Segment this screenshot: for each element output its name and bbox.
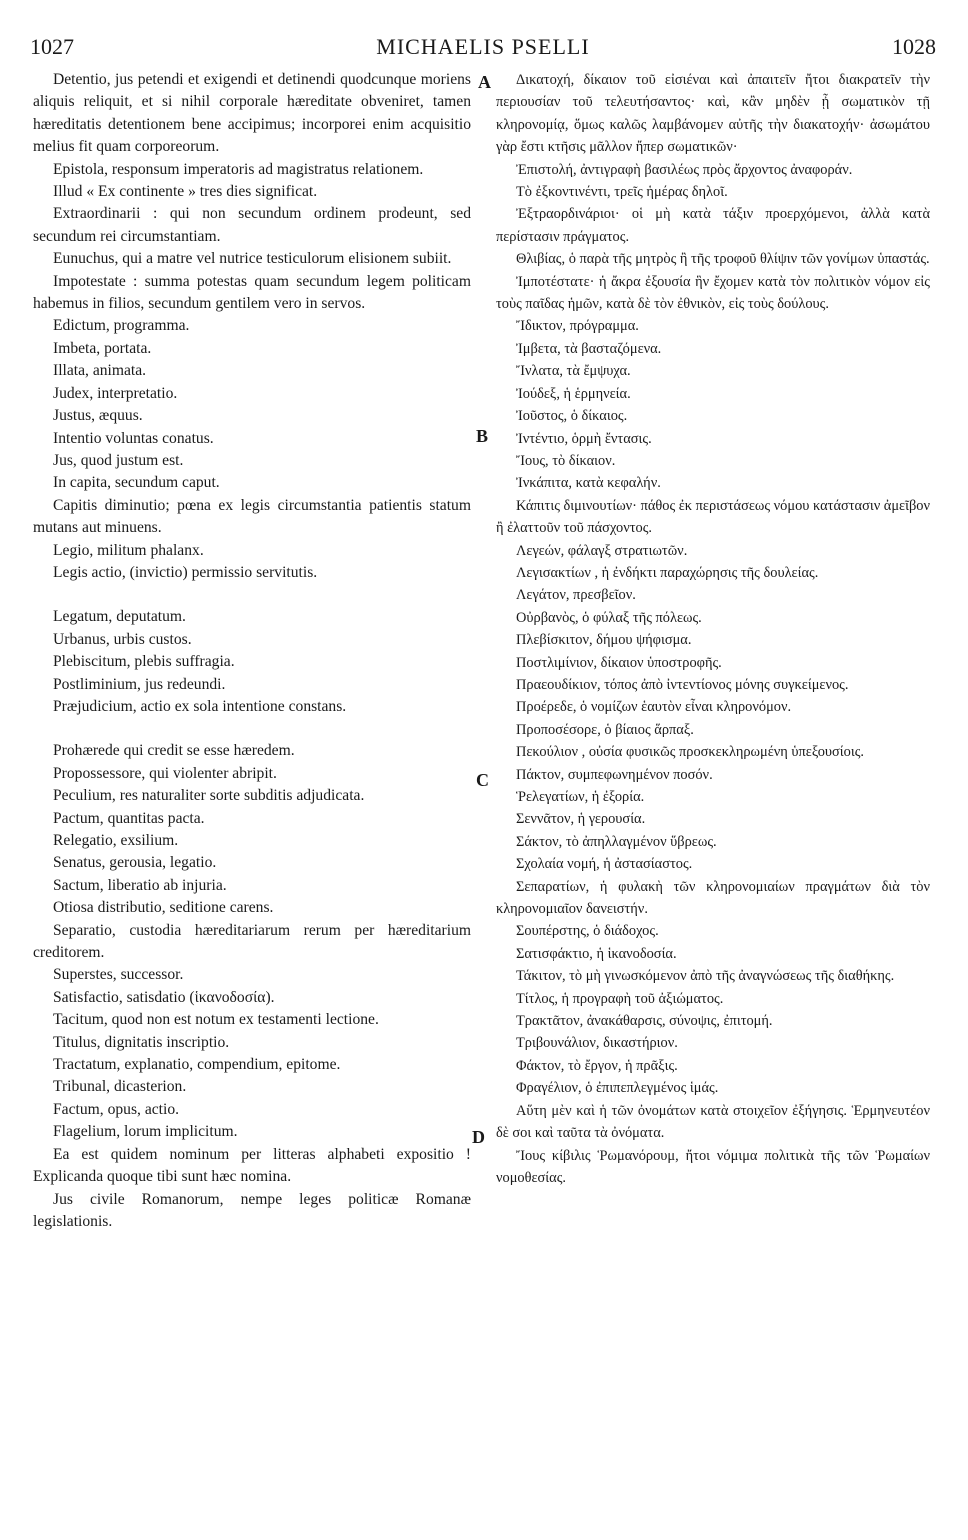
- glossary-entry: Legis actio, (invictio) permissio servitutis.: [53, 563, 318, 581]
- glossary-entry: Postliminium, jus redeundi.: [53, 675, 226, 693]
- glossary-entry: Jus, quod justum est.: [53, 451, 184, 469]
- glossary-entry: Πλεβίσκιτον, δήμου ψήφισμα.: [516, 632, 692, 649]
- glossary-entry: Intentio voluntas conatus.: [53, 429, 214, 447]
- glossary-entry: Superstes, successor.: [53, 966, 184, 984]
- glossary-entry: Αὕτη μὲν καὶ ἡ τῶν ὀνομάτων κατὰ στοιχεῖον ἐξήγησις. Ἑρμηνευτέον δὲ σοι καὶ ταῦτα τὰ ὀνόματα.: [496, 1102, 930, 1142]
- greek-column: [496, 69, 930, 1189]
- glossary-entry: Impotestate : summa potestas quam secundum legem politicam habemus in filios, secundum gentilem vero in servos.: [33, 272, 471, 313]
- glossary-entry: Ἰντέντιο, ὁρμὴ ἔντασις.: [516, 430, 652, 447]
- glossary-entry: Σεπαρατίων, ἡ φυλακὴ τῶν κληρονομιαίων πραγμάτων διὰ τὸν κληρονομιαῖον δανειστήν.: [496, 878, 930, 918]
- glossary-entry: Peculium, res naturaliter sorte subditis adjudicata.: [53, 787, 365, 805]
- glossary-entry: Senatus, gerousia, legatio.: [53, 854, 217, 872]
- glossary-entry: Epistola, responsum imperatoris ad magistratus relationem.: [53, 160, 424, 178]
- glossary-entry: Τριβουνάλιον, δικαστήριον.: [516, 1035, 678, 1052]
- glossary-entry: Κάπιτις διμινουτίων· πάθος ἐκ περιστάσεως νόμου κατάστασιν ἀμεῖβον ἢ ἐλαττοῦν τοῦ πάσχοντος.: [496, 497, 930, 537]
- glossary-entry: Σατισφάκτιο, ἡ ἱκανοδοσία.: [516, 945, 677, 962]
- glossary-entry: Legatum, deputatum.: [53, 608, 186, 626]
- glossary-entry: Tacitum, quod non est notum ex testamenti lectione.: [53, 1011, 379, 1029]
- glossary-entry: Ἐπιστολή, ἀντιγραφὴ βασιλέως πρὸς ἄρχοντος ἀναφοράν.: [516, 161, 853, 178]
- glossary-entry: Illud « Ex continente » tres dies significat.: [53, 183, 318, 201]
- glossary-entry: Edictum, programma.: [53, 317, 190, 335]
- glossary-entry: Ποστλιμίνιον, δίκαιον ὑποστροφῆς.: [516, 654, 722, 671]
- glossary-entry: Separatio, custodia hæreditariarum rerum per hæreditarium creditorem.: [33, 921, 471, 962]
- glossary-entry: Relegatio, exsilium.: [53, 832, 179, 849]
- glossary-entry: Ἰούδεξ, ἡ ἑρμηνεία.: [516, 385, 631, 402]
- latin-column: [33, 69, 471, 1233]
- glossary-entry: Satisfactio, satisdatio (ἱκανοδοσία).: [53, 988, 275, 1006]
- glossary-entry: Tribunal, dicasterion.: [53, 1078, 187, 1096]
- glossary-entry: Judex, interpretatio.: [53, 384, 178, 402]
- glossary-entry: Factum, opus, actio.: [53, 1100, 180, 1118]
- glossary-entry: Ἰμποτέστατε· ἡ ἄκρα ἐξουσία ἣν ἔχομεν κατὰ τὸν πολιτικὸν νόμον εἰς τοὺς παῖδας ἡμῶν, κατὰ δὲ τὸν ἐθνικὸν, εἰς τοὺς δούλους.: [496, 273, 930, 313]
- glossary-entry: Otiosa distributio, seditione carens.: [53, 899, 274, 917]
- glossary-entry: Pactum, quantitas pacta.: [53, 809, 205, 827]
- page-number-right: 1028: [892, 34, 936, 59]
- glossary-entry: Capitis diminutio; pœna ex legis circumstantia patientis statum mutans aut minuens.: [33, 496, 471, 537]
- glossary-entry: Urbanus, urbis custos.: [53, 630, 192, 648]
- glossary-entry: Præjudicium, actio ex sola intentione constans.: [53, 697, 347, 715]
- glossary-entry: Τρακτᾶτον, ἀνακάθαρσις, σύνοψις, ἐπιτομή.: [516, 1013, 773, 1030]
- glossary-entry: Sactum, liberatio ab injuria.: [53, 876, 227, 894]
- glossary-entry: Prohærede qui credit se esse hæredem.: [53, 742, 295, 760]
- section-marker-a: A: [478, 72, 491, 92]
- glossary-entry: Detentio, jus petendi et exigendi et detinendi quodcunque moriens aliquis reliquit, et si nihil corporale hæreditate obveniret, tamen hæreditatis detentionem bene accipimus; incorporei enim acquisitio melius fit quam corporeorum.: [33, 71, 471, 156]
- glossary-entry: Ea est quidem nominum per litteras alphabeti expositio ! Explicanda quoque tibi sunt hæc nomina.: [33, 1145, 471, 1186]
- section-marker-d: D: [472, 1127, 485, 1147]
- glossary-entry: Ἰνκάπιτα, κατὰ κεφαλήν.: [516, 475, 661, 492]
- glossary-entry: Τὸ ἐξκοντινέντι, τρεῖς ἡμέρας δηλοῖ.: [516, 184, 728, 201]
- glossary-entry: Δικατοχή, δίκαιον τοῦ εἰσιέναι καὶ ἀπαιτεῖν ἤτοι διακρατεῖν τὴν περιουσίαν τοῦ τελευτήσαντος· καὶ, κἂν μηδὲν ᾖ σωματικὸν τῇ κληρονομίᾳ, ὅμως καλῶς λαμβάνομεν αὐτῆς τὴν διακατοχήν· ἀσωμάτου γὰρ ἔστι κτῆσις μᾶλλον ἤπερ σωματικῶν·: [496, 72, 930, 156]
- glossary-entry: Jus civile Romanorum, nempe leges politicæ Romanæ legislationis.: [33, 1190, 471, 1230]
- page-title: MICHAELIS PSELLI: [376, 34, 590, 59]
- glossary-entry: Ἴδικτον, πρόγραμμα.: [516, 318, 639, 335]
- glossary-entry: Ἐξτραορδινάριοι· οἱ μὴ κατὰ τάξιν προερχόμενοι, ἀλλὰ κατὰ περίστασιν πράγματος.: [496, 206, 930, 245]
- glossary-entry: Λεγάτον, πρεσβεῖον.: [516, 587, 636, 604]
- glossary-entry: Tractatum, explanatio, compendium, epitome.: [53, 1056, 341, 1074]
- glossary-entry: Imbeta, portata.: [53, 339, 152, 357]
- glossary-entry: Λεγισακτίων , ἡ ἐνδήκτι παραχώρησις τῆς δουλείας.: [516, 564, 819, 581]
- glossary-entry: Flagelium, lorum implicitum.: [53, 1123, 238, 1141]
- glossary-entry: Σουπέρστης, ὁ διάδοχος.: [516, 923, 659, 940]
- glossary-entry: Legio, militum phalanx.: [53, 541, 204, 559]
- glossary-entry: Φάκτον, τὸ ἔργον, ἡ πρᾶξις.: [516, 1057, 678, 1074]
- section-marker-c: C: [476, 770, 489, 790]
- glossary-entry: Προποσέσορε, ὁ βίαιος ἅρπαξ.: [516, 721, 694, 738]
- glossary-entry: Ἴους κίβιλις Ῥωμανόρουμ, ἤτοι νόμιμα πολιτικὰ τῆς τῶν Ῥωμαίων νομοθεσίας.: [496, 1147, 930, 1186]
- running-head: [30, 34, 936, 64]
- glossary-entry: Φραγέλιον, ὁ ἐπιπεπλεγμένος ἱμάς.: [516, 1080, 719, 1097]
- glossary-entry: Titulus, dignitatis inscriptio.: [53, 1033, 230, 1051]
- glossary-entry: Propossessore, qui violenter abripit.: [53, 764, 277, 782]
- page-number-left: 1027: [30, 34, 74, 59]
- glossary-entry: Ῥελεγατίων, ἡ ἐξορία.: [516, 789, 645, 805]
- glossary-entry: Eunuchus, qui a matre vel nutrice testiculorum elisionem subiit.: [53, 250, 452, 268]
- glossary-entry: In capita, secundum caput.: [53, 474, 220, 492]
- glossary-entry: Τάκιτον, τὸ μὴ γινωσκόμενον ἀπὸ τῆς ἀναγνώσεως τῆς διαθήκης.: [516, 968, 895, 985]
- glossary-entry: Σχολαία νομή, ἡ ἀστασίαστος.: [516, 856, 693, 873]
- glossary-entry: Ἴνλατα, τὰ ἔμψυχα.: [516, 363, 631, 380]
- glossary-entry: Justus, æquus.: [53, 407, 143, 425]
- section-marker-b: B: [476, 426, 489, 446]
- glossary-entry: Plebiscitum, plebis suffragia.: [53, 653, 235, 671]
- glossary-entry: Πεκούλιον , οὐσία φυσικῶς προσκεκληρωμένη ὑπεξουσίοις.: [516, 744, 865, 761]
- glossary-entry: Ἴους, τὸ δίκαιον.: [516, 452, 616, 469]
- glossary-entry: Οὐρβανὸς, ὁ φύλαξ τῆς πόλεως.: [516, 609, 702, 626]
- glossary-entry: Illata, animata.: [53, 362, 147, 380]
- glossary-entry: Σάκτον, τὸ ἀπηλλαγμένον ὕβρεως.: [516, 833, 717, 850]
- glossary-entry: Extraordinarii : qui non secundum ordinem prodeunt, sed secundum rei circumstantiam.: [33, 205, 471, 245]
- glossary-entry: Προέρεδε, ὁ νομίζων ἑαυτὸν εἶναι κληρονόμον.: [516, 699, 792, 716]
- glossary-entry: Ἰμβετα, τὰ βασταζόμενα.: [516, 340, 662, 357]
- glossary-entry: Τίτλος, ἡ προγραφὴ τοῦ ἀξιώματος.: [516, 990, 724, 1007]
- glossary-entry: Πάκτον, συμπεφωνημένον ποσόν.: [516, 766, 713, 783]
- glossary-entry: Σεννᾶτον, ἡ γερουσία.: [516, 811, 646, 828]
- glossary-entry: Λεγεών, φάλαγξ στρατιωτῶν.: [516, 542, 688, 559]
- glossary-entry: Πραεουδίκιον, τόπος ἀπὸ ἰντεντίονος μόνης συγκείμενος.: [516, 676, 849, 693]
- glossary-entry: Θλιβίας, ὁ παρὰ τῆς μητρὸς ἢ τῆς τροφοῦ θλίψιν τῶν γονίμων ὑπαστάς.: [516, 251, 930, 268]
- glossary-entry: Ἰοῦστος, ὁ δίκαιος.: [516, 408, 628, 425]
